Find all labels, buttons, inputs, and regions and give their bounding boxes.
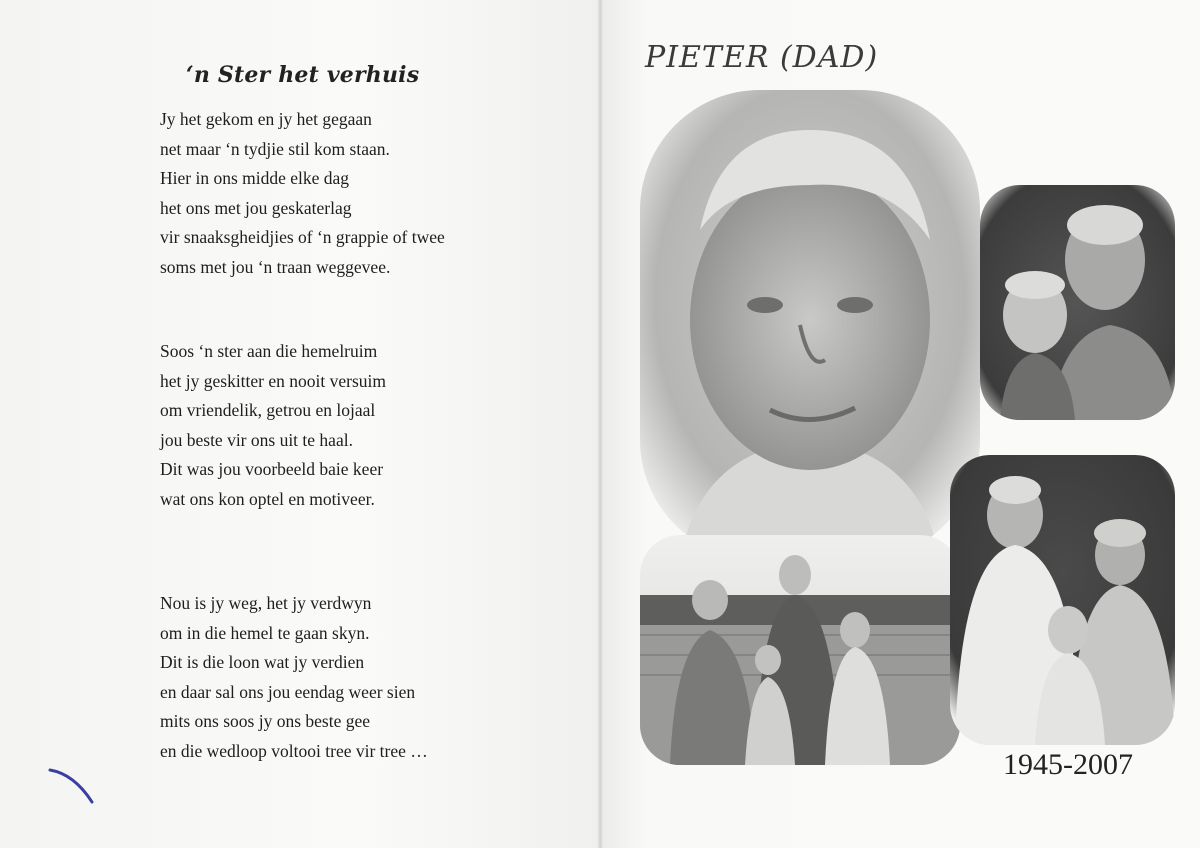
poem-stanza-1 <box>160 105 445 283</box>
life-dates: 1945-2007 <box>1003 748 1133 781</box>
poem-line: Hier in ons midde elke dag <box>160 168 350 189</box>
family-in-field-photo <box>640 535 960 765</box>
poem-line: om vriendelik, getrou en lojaal <box>160 400 376 421</box>
poem-line: Dit is die loon wat jy verdien <box>160 652 365 673</box>
poem-stanza-3 <box>160 589 428 767</box>
poem-line: en daar sal ons jou eendag weer sien <box>160 681 416 702</box>
poem-line: om in die hemel te gaan skyn. <box>160 622 370 643</box>
poem-stanza-2 <box>160 337 386 515</box>
poem-line: wat ons kon optel en motiveer. <box>160 488 375 509</box>
poem-line: Jy het gekom en jy het gegaan <box>160 109 372 129</box>
poem-line: mits ons soos jy ons beste gee <box>160 711 370 732</box>
name-title: PIETER (DAD) <box>645 40 879 75</box>
pen-mark <box>44 760 104 810</box>
poem-line: vir snaaksgheidjies of ‘n grappie of twee <box>160 227 445 248</box>
grandfather-with-baby-photo <box>980 185 1175 420</box>
poem-line: Nou is jy weg, het jy verdwyn <box>160 593 372 613</box>
poem-line: het ons met jou geskaterlag <box>160 197 352 218</box>
poem-title: ‘n Ster het verhuis <box>186 62 420 88</box>
poem-line: Soos ‘n ster aan die hemelruim <box>160 341 378 361</box>
poem-line: het jy geskitter en nooit versuim <box>160 370 386 391</box>
portrait-photo <box>640 90 980 560</box>
poem-line: soms met jou ‘n traan weggevee. <box>160 256 391 277</box>
page-fold <box>597 0 603 848</box>
couple-with-granddaughter-photo <box>950 455 1175 745</box>
poem-line: net maar ‘n tydjie stil kom staan. <box>160 138 390 159</box>
poem-line: en die wedloop voltooi tree vir tree … <box>160 740 428 761</box>
poem-line: jou beste vir ons uit te haal. <box>160 429 353 450</box>
poem-line: Dit was jou voorbeeld baie keer <box>160 459 384 480</box>
